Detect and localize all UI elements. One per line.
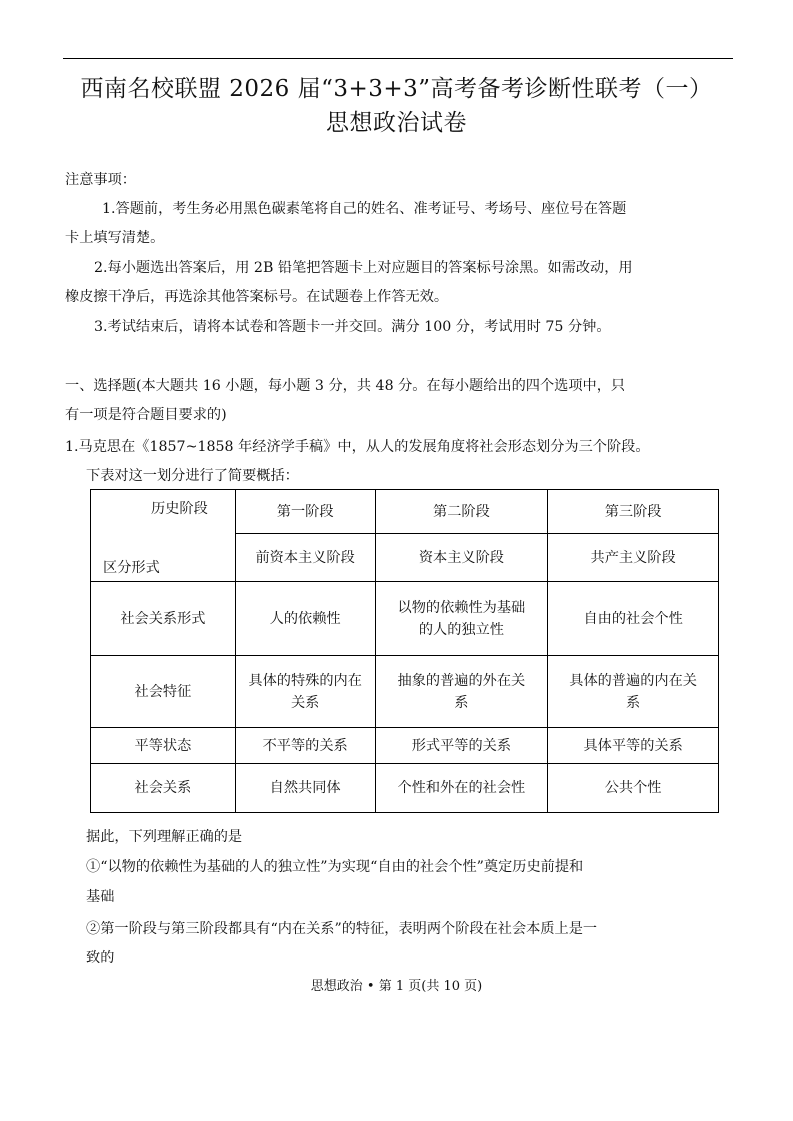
stage-name-1: 前资本主义阶段	[235, 534, 375, 582]
cell-line: 抽象的普遍的外在关	[397, 672, 526, 689]
stage-table	[90, 489, 719, 813]
row-label: 社会特征	[91, 656, 236, 728]
table-cell: 自然共同体	[235, 764, 375, 813]
cell-line: 系	[454, 694, 469, 711]
table-cell: 具体平等的关系	[548, 728, 719, 764]
option-2-cont: 致的	[86, 950, 115, 966]
cell-line: 系	[626, 694, 641, 711]
table-row	[91, 656, 719, 728]
table-row	[91, 728, 719, 764]
notice-item-1: 1.答题前，考生务必用黑色碳素笔将自己的姓名、准考证号、考场号、座位号在答题	[102, 201, 627, 217]
table-cell	[375, 656, 548, 728]
table-row	[91, 582, 719, 656]
table-cell: 自由的社会个性	[548, 582, 719, 656]
table-cell: 形式平等的关系	[375, 728, 548, 764]
table-row	[91, 764, 719, 813]
table-cell: 人的依赖性	[235, 582, 375, 656]
page-footer: 思想政治 • 第 1 页(共 10 页)	[310, 979, 483, 994]
section-heading: 一、选择题(本大题共 16 小题，每小题 3 分，共 48 分。在每小题给出的四个选项中，只	[65, 378, 626, 394]
header-stage-3: 第三阶段	[548, 490, 719, 534]
section-heading-cont: 有一项是符合题目要求的)	[65, 407, 227, 423]
table-cell: 公共个性	[548, 764, 719, 813]
table-cell	[548, 656, 719, 728]
table-corner-cell	[91, 490, 236, 582]
cell-line: 的人的独立性	[418, 621, 504, 638]
row-label: 社会关系形式	[91, 582, 236, 656]
cell-line: 以物的依赖性为基础	[397, 599, 526, 616]
notice-item-2: 2.每小题选出答案后，用 2B 铅笔把答题卡上对应题目的答案标号涂黑。如需改动，用	[94, 260, 633, 276]
option-1-cont: 基础	[86, 889, 115, 905]
stage-name-3: 共产主义阶段	[548, 534, 719, 582]
notice-item-1-cont: 卡上填写清楚。	[65, 230, 165, 246]
row-label: 平等状态	[91, 728, 236, 764]
cell-line: 具体的特殊的内在	[248, 672, 362, 689]
table-cell: 个性和外在的社会性	[375, 764, 548, 813]
cell-line: 具体的普遍的内在关	[569, 672, 697, 689]
header-stage-1: 第一阶段	[235, 490, 375, 534]
question-1-stem: 1.马克思在《1857~1858 年经济学手稿》中，从人的发展角度将社会形态划分为三个阶段。	[65, 439, 650, 455]
option-2: ②第一阶段与第三阶段都具有“内在关系”的特征，表明两个阶段在社会本质上是一	[86, 921, 598, 937]
notice-heading: 注意事项：	[65, 172, 136, 188]
option-1: ①“以物的依赖性为基础的人的独立性”为实现“自由的社会个性”奠定历史前提和	[86, 859, 584, 875]
exam-subtitle: 思想政治试卷	[326, 110, 467, 136]
exam-title: 西南名校联盟 2026 届“3+3+3”高考备考诊断性联考（一）	[80, 76, 713, 102]
question-1-prompt: 据此，下列理解正确的是	[86, 829, 243, 845]
corner-label-bottom: 区分形式	[103, 560, 160, 576]
row-label: 社会关系	[91, 764, 236, 813]
question-1-stem-cont: 下表对这一划分进行了简要概括：	[86, 468, 299, 484]
header-rule	[63, 58, 733, 59]
table-cell	[375, 582, 548, 656]
corner-label-top: 历史阶段	[151, 501, 208, 517]
stage-name-2: 资本主义阶段	[375, 534, 548, 582]
notice-item-3: 3.考试结束后，请将本试卷和答题卡一并交回。满分 100 分，考试用时 75 分钟。	[94, 319, 611, 335]
table-cell	[235, 656, 375, 728]
notice-item-2-cont: 橡皮擦干净后，再选涂其他答案标号。在试题卷上作答无效。	[65, 289, 449, 305]
header-stage-2: 第二阶段	[375, 490, 548, 534]
table-cell: 不平等的关系	[235, 728, 375, 764]
cell-line: 关系	[290, 694, 320, 711]
